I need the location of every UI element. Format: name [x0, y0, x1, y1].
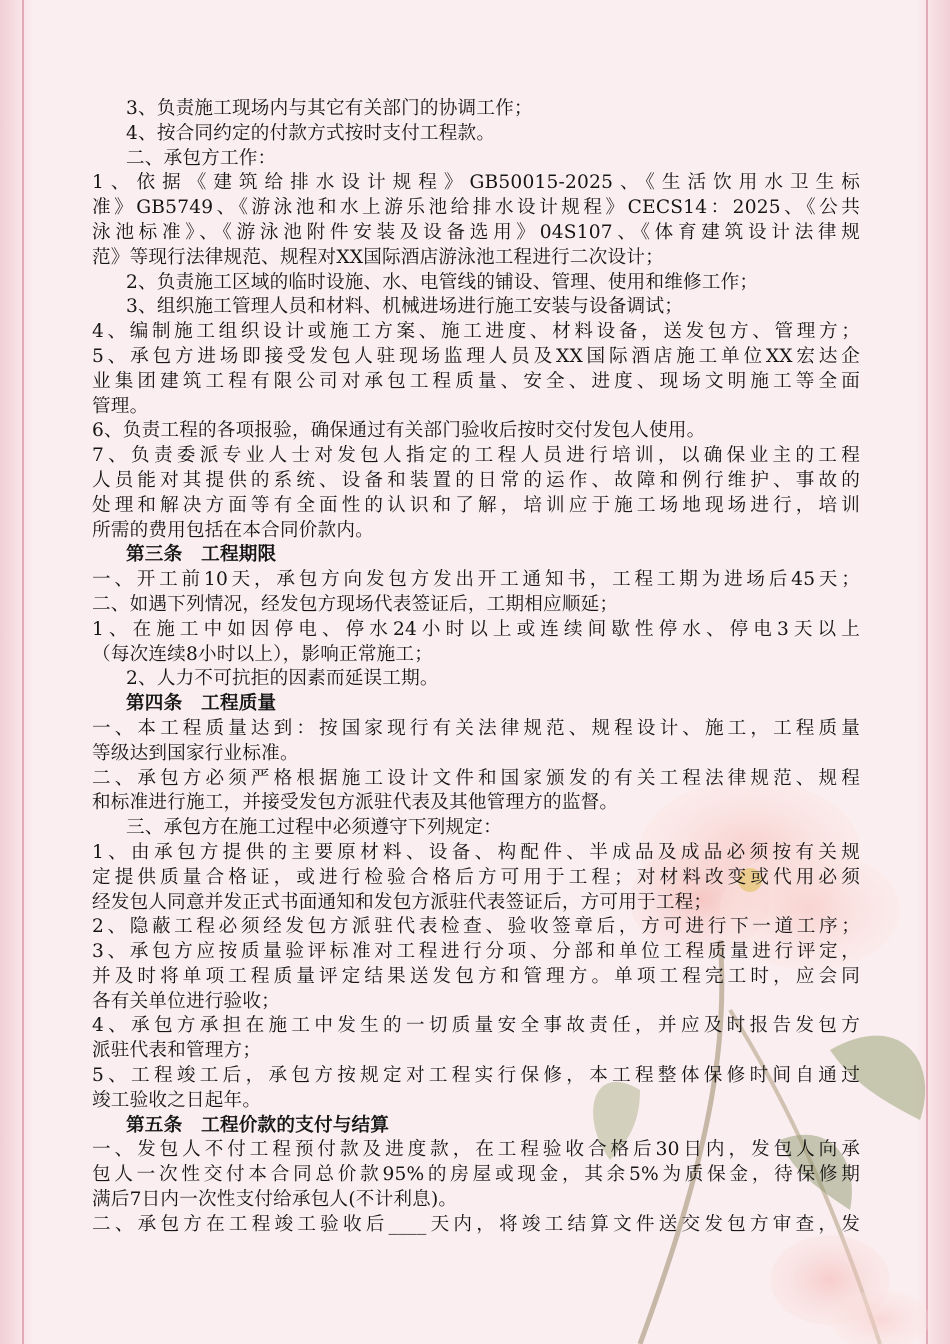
- text-line: 一、开工前10天，承包方向发包方发出开工通知书，工程工期为进场后45天；: [92, 569, 860, 591]
- text-line: 一、发包人不付工程预付款及进度款，在工程验收合格后30日内，发包人向承: [92, 1139, 860, 1161]
- text-line: 满后7日内一次性支付给承包人(不计利息)。: [92, 1189, 458, 1211]
- text-line: 二、承包方工作：: [126, 147, 277, 169]
- text-line: 7、负责委派专业人士对发包人指定的工程人员进行培训，以确保业主的工程: [92, 445, 860, 467]
- text-line: 三、承包方在施工过程中必须遵守下列规定：: [126, 817, 502, 839]
- text-line: 2、负责施工区域的临时设施、水、电管线的铺设、管理、使用和维修工作；: [126, 271, 759, 293]
- text-line: 二、承包方必须严格根据施工设计文件和国家颁发的有关工程法律规范、规程: [92, 767, 860, 789]
- text-line: 所需的费用包括在本合同价款内。: [92, 519, 374, 541]
- text-line: 1、由承包方提供的主要原材料、设备、构配件、半成品及成品必须按有关规: [92, 841, 860, 863]
- text-line: 2、人力不可抗拒的因素而延误工期。: [126, 668, 439, 690]
- text-line: 3、承包方应按质量验评标准对工程进行分项、分部和单位工程质量进行评定，: [92, 941, 860, 963]
- text-line: 6、负责工程的各项报验，确保通过有关部门验收后按时交付发包人使用。: [92, 420, 706, 442]
- text-line: 5、工程竣工后，承包方按规定对工程实行保修，本工程整体保修时间自通过: [92, 1065, 860, 1087]
- text-line: 3、组织施工管理人员和材料、机械进场进行施工安装与设备调试；: [126, 296, 684, 318]
- text-line: （每次连续8小时以上），影响正常施工；: [92, 643, 434, 665]
- text-line: 4、按合同约定的付款方式按时支付工程款。: [126, 122, 496, 144]
- left-border-decoration: [0, 0, 34, 1344]
- section-heading: 第五条 工程价款的支付与结算: [126, 1114, 390, 1136]
- text-line: 1、在施工中如因停电、停水24小时以上或连续间歇性停水、停电3天以上: [92, 618, 860, 640]
- text-line: 各有关单位进行验收；: [92, 990, 280, 1012]
- document-body: [92, 97, 860, 1238]
- section-heading: 第四条 工程质量: [126, 693, 277, 715]
- text-line: 2、隐蔽工程必须经发包方派驻代表检查、验收签章后，方可进行下一道工序；: [92, 916, 860, 938]
- text-line: 和标准进行施工，并接受发包方派驻代表及其他管理方的监督。: [92, 792, 619, 814]
- text-line: 4、承包方承担在施工中发生的一切质量安全事故责任，并应及时报告发包方: [92, 1015, 860, 1037]
- text-line: 人员能对其提供的系统、设备和装置的日常的运作、故障和例行维护、事故的: [92, 469, 860, 491]
- text-line: 竣工验收之日起年。: [92, 1089, 262, 1111]
- text-line: 并及时将单项工程质量评定结果送发包方和管理方。单项工程完工时，应会同: [92, 965, 860, 987]
- text-line: 范》等现行法律规范、规程对XX国际酒店游泳池工程进行二次设计；: [92, 246, 664, 268]
- text-line: 派驻代表和管理方；: [92, 1040, 262, 1062]
- text-line: 一、本工程质量达到：按国家现行有关法律规范、规程设计、施工，工程质量: [92, 717, 860, 739]
- text-line: 经发包人同意并发正式书面通知和发包方派驻代表签证后，方可用于工程；: [92, 891, 713, 913]
- text-line: 泳池标准》、《游泳池附件安装及设备选用》04S107、《体育建筑设计法律规: [92, 221, 860, 243]
- text-line: 二、承包方在工程竣工验收后____天内，将竣工结算文件送交发包方审查，发: [92, 1213, 860, 1235]
- text-line: 准》GB5749、《游泳池和水上游乐池给排水设计规程》CECS14：2025、《公共: [92, 197, 860, 219]
- text-line: 二、如遇下列情况，经发包方现场代表签证后，工期相应顺延；: [92, 593, 619, 615]
- section-heading: 第三条 工程期限: [126, 544, 277, 566]
- text-line: 1、依据《建筑给排水设计规程》GB50015-2025、《生活饮用水卫生标: [92, 172, 860, 194]
- text-line: 包人一次性交付本合同总价款95%的房屋或现金，其余5%为质保金，待保修期: [92, 1164, 860, 1186]
- text-line: 4、编制施工组织设计或施工方案、施工进度、材料设备，送发包方、管理方；: [92, 321, 860, 343]
- text-line: 等级达到国家行业标准。: [92, 742, 299, 764]
- text-line: 3、负责施工现场内与其它有关部门的协调工作；: [126, 98, 533, 119]
- left-border-line: [22, 0, 24, 1344]
- text-line: 5、承包方进场即接受发包人驻现场监理人员及XX国际酒店施工单位XX宏达企: [92, 345, 860, 367]
- text-line: 处理和解决方面等有全面性的认识和了解，培训应于施工场地现场进行，培训: [92, 494, 860, 516]
- text-line: 管理。: [92, 395, 149, 417]
- text-line: 定提供质量合格证，或进行检验合格后方可用于工程；对材料改变或代用必须: [92, 866, 860, 888]
- text-line: 业集团建筑工程有限公司对承包工程质量、安全、进度、现场文明施工等全面: [92, 370, 860, 392]
